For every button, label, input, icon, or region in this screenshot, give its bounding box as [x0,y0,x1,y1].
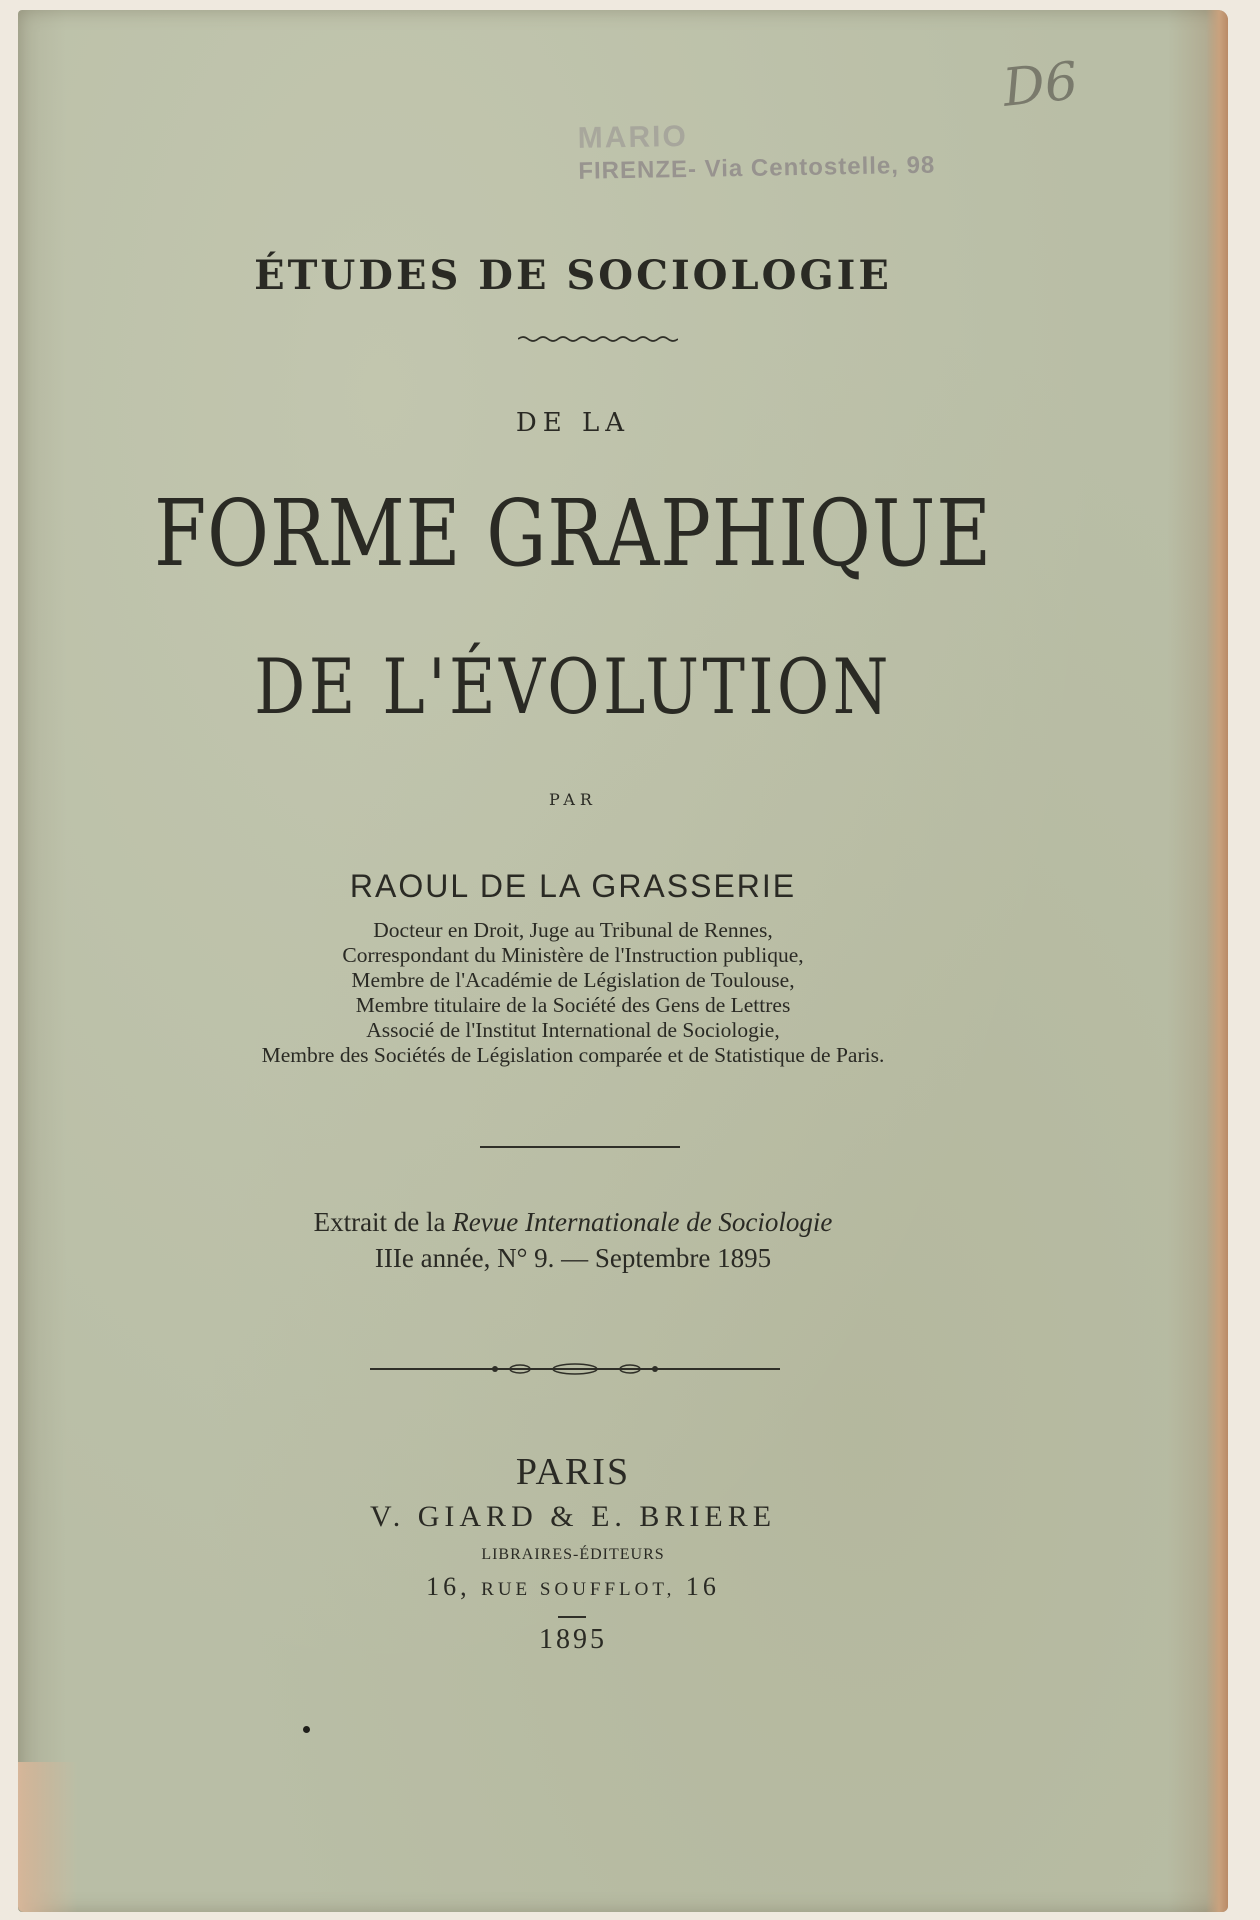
by-label: PAR [549,790,597,809]
ink-spot [303,1726,310,1733]
stamp-line-1: MARIO [577,119,689,155]
qualification-line: Correspondant du Ministère de l'Instruction publique, [342,943,804,967]
short-dash [558,1616,586,1618]
publication-year: 1895 [539,1624,607,1655]
stamp-line-2: FIRENZE- Via Centostelle, 98 [578,151,936,185]
handwritten-shelfmark: D6 [1000,51,1081,119]
address-number: 16, [426,1572,471,1601]
publisher-address [18,1572,1128,1602]
address-street: RUE SOUFFLOT, [481,1579,676,1600]
bookseller-stamp [577,114,1018,186]
publisher-name: V. GIARD & E. BRIERE [369,1500,777,1533]
series-title: ÉTUDES DE SOCIOLOGIE [254,252,892,299]
wavy-ornament [518,334,678,344]
qualification-line: Membre titulaire de la Société des Gens de Lettres [355,993,791,1017]
extract-issue: IIIe année, N° 9. — Septembre 1895 [374,1243,772,1273]
ornamental-rule [370,1362,780,1376]
extract-note [18,1204,1128,1276]
author-qualifications [18,918,1128,1068]
address-number: 16 [685,1572,720,1601]
main-title-line-1: FORME GRAPHIQUE [154,480,992,587]
extract-line-1 [18,1204,1128,1240]
qualification-line: Docteur en Droit, Juge au Tribunal de Rennes, [373,918,773,942]
author-name: RAOUL DE LA GRASSERIE [349,868,797,904]
book-cover [18,10,1228,1912]
qualification-line: Associé de l'Institut International de Sociologie, [366,1018,780,1042]
main-title-line-2: DE L'ÉVOLUTION [254,642,892,731]
qualification-line: Membre des Sociétés de Législation comparée et de Statistique de Paris. [261,1043,885,1067]
qualification-line: Membre de l'Académie de Législation de Toulouse, [351,968,795,992]
journal-name: Revue Internationale de Sociologie [452,1207,833,1237]
title-prefix: DE LA [515,408,631,438]
extract-prefix: Extrait de la [313,1207,446,1237]
cover-text [18,10,1228,1912]
horizontal-rule [480,1146,680,1148]
publisher-role: LIBRAIRES-ÉDITEURS [481,1546,665,1563]
publication-city: PARIS [515,1451,631,1493]
